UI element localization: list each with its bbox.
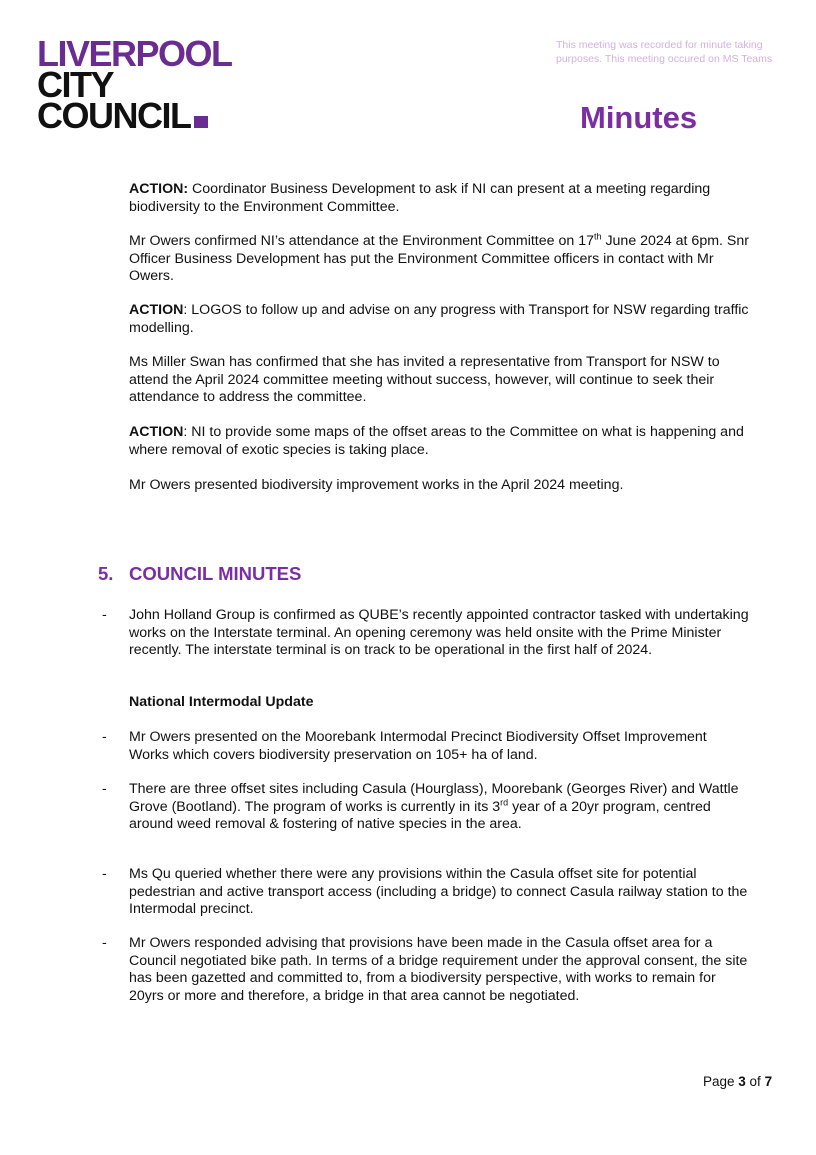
bullet-offset-sites	[129, 781, 749, 834]
bullet-biodiversity-offset: Mr Owers presented on the Moorebank Intermodal Precinct Biodiversity Offset Improvement Works which covers biodiversity preservation on 105+ ha of land.	[129, 729, 707, 763]
bullet-casula-query: Ms Qu queried whether there were any provisions within the Casula offset site for potential pedestrian and active transport access (including a bridge) to connect Casula railway station to the Intermodal precinct.	[129, 866, 748, 917]
section-number: 5.	[98, 563, 114, 584]
page-number	[703, 1074, 772, 1089]
document-title: Minutes	[580, 100, 698, 135]
bullet-dash: -	[102, 729, 107, 745]
action-label: ACTION	[129, 424, 184, 440]
section-title: COUNCIL MINUTES	[129, 563, 302, 584]
action-label: ACTION	[129, 302, 184, 318]
subheading-national-intermodal: National Intermodal Update	[129, 694, 314, 710]
page-prefix: Page	[703, 1074, 739, 1089]
bullet-text: year of a 20yr program, centred around weed removal & fostering of native species in the area.	[129, 798, 711, 832]
council-logo	[37, 33, 232, 136]
logo-line-council-text: COUNCIL	[37, 95, 191, 136]
action-item-offset-maps	[129, 424, 749, 459]
page-total: 7	[764, 1074, 773, 1089]
bullet-dash: -	[102, 866, 107, 882]
bullet-qube-contractor: John Holland Group is confirmed as QUBE’s recently appointed contractor tasked with undertaking works on the Interstate terminal. An opening ceremony was held onsite with the Prime Minister recently. The interstate terminal is on track to be operational in the first half of 2024.	[129, 607, 749, 658]
bullet-dash: -	[102, 781, 107, 797]
action-text: : LOGOS to follow up and advise on any progress with Transport for NSW regarding traffic modelling.	[129, 302, 749, 336]
paragraph-text: Mr Owers confirmed NI’s attendance at the Environment Committee on 17	[129, 233, 594, 249]
action-text: : NI to provide some maps of the offset areas to the Committee on what is happening and where removal of exotic species is taking place.	[129, 424, 744, 458]
paragraph-text: June 2024 at 6pm. Snr Officer Business Development has put the Environment Committee officers in contact with Mr Owers.	[129, 233, 749, 284]
superscript: rd	[500, 796, 509, 807]
section-heading-council-minutes	[98, 563, 301, 585]
paragraph-tfnsw-invite: Ms Miller Swan has confirmed that she has invited a representative from Transport for NSW to attend the April 2024 committee meeting without success, however, will continue to seek their attendance to address the committee.	[129, 354, 720, 405]
logo-mark-icon	[194, 116, 208, 128]
bullet-text: There are three offset sites including Casula (Hourglass), Moorebank (Georges River) and Wattle Grove (Bootland). The program of works is currently in its 3	[129, 781, 739, 815]
page-current: 3	[738, 1074, 746, 1089]
bullet-dash: -	[102, 935, 107, 951]
logo-line-city: CITY	[37, 64, 114, 105]
recording-note: This meeting was recorded for minute taking purposes. This meeting occured on MS Teams	[556, 39, 773, 65]
action-text: Coordinator Business Development to ask if NI can present at a meeting regarding biodiversity to the Environment Committee.	[129, 181, 711, 215]
bullet-owers-response: Mr Owers responded advising that provisions have been made in the Casula offset area for a Council negotiated bike path. In terms of a bridge requirement under the approval consent, the site has been gazetted and committed to, from a biodiversity perspective, with works to remain for 20yrs or more and therefore, a bridge in that area cannot be negotiated.	[129, 935, 748, 1004]
paragraph-biodiversity-works: Mr Owers presented biodiversity improvement works in the April 2024 meeting.	[129, 477, 624, 493]
superscript: th	[593, 231, 602, 242]
action-item-traffic-modelling	[129, 302, 749, 337]
bullet-dash: -	[102, 607, 107, 623]
paragraph-attendance-confirmed	[129, 233, 749, 286]
action-label: ACTION:	[129, 181, 189, 197]
page-of: of	[745, 1074, 765, 1089]
logo-line-council	[37, 95, 232, 136]
action-item-biodiversity-presentation	[129, 181, 749, 216]
logo-line-liverpool: LIVERPOOL	[37, 33, 232, 74]
